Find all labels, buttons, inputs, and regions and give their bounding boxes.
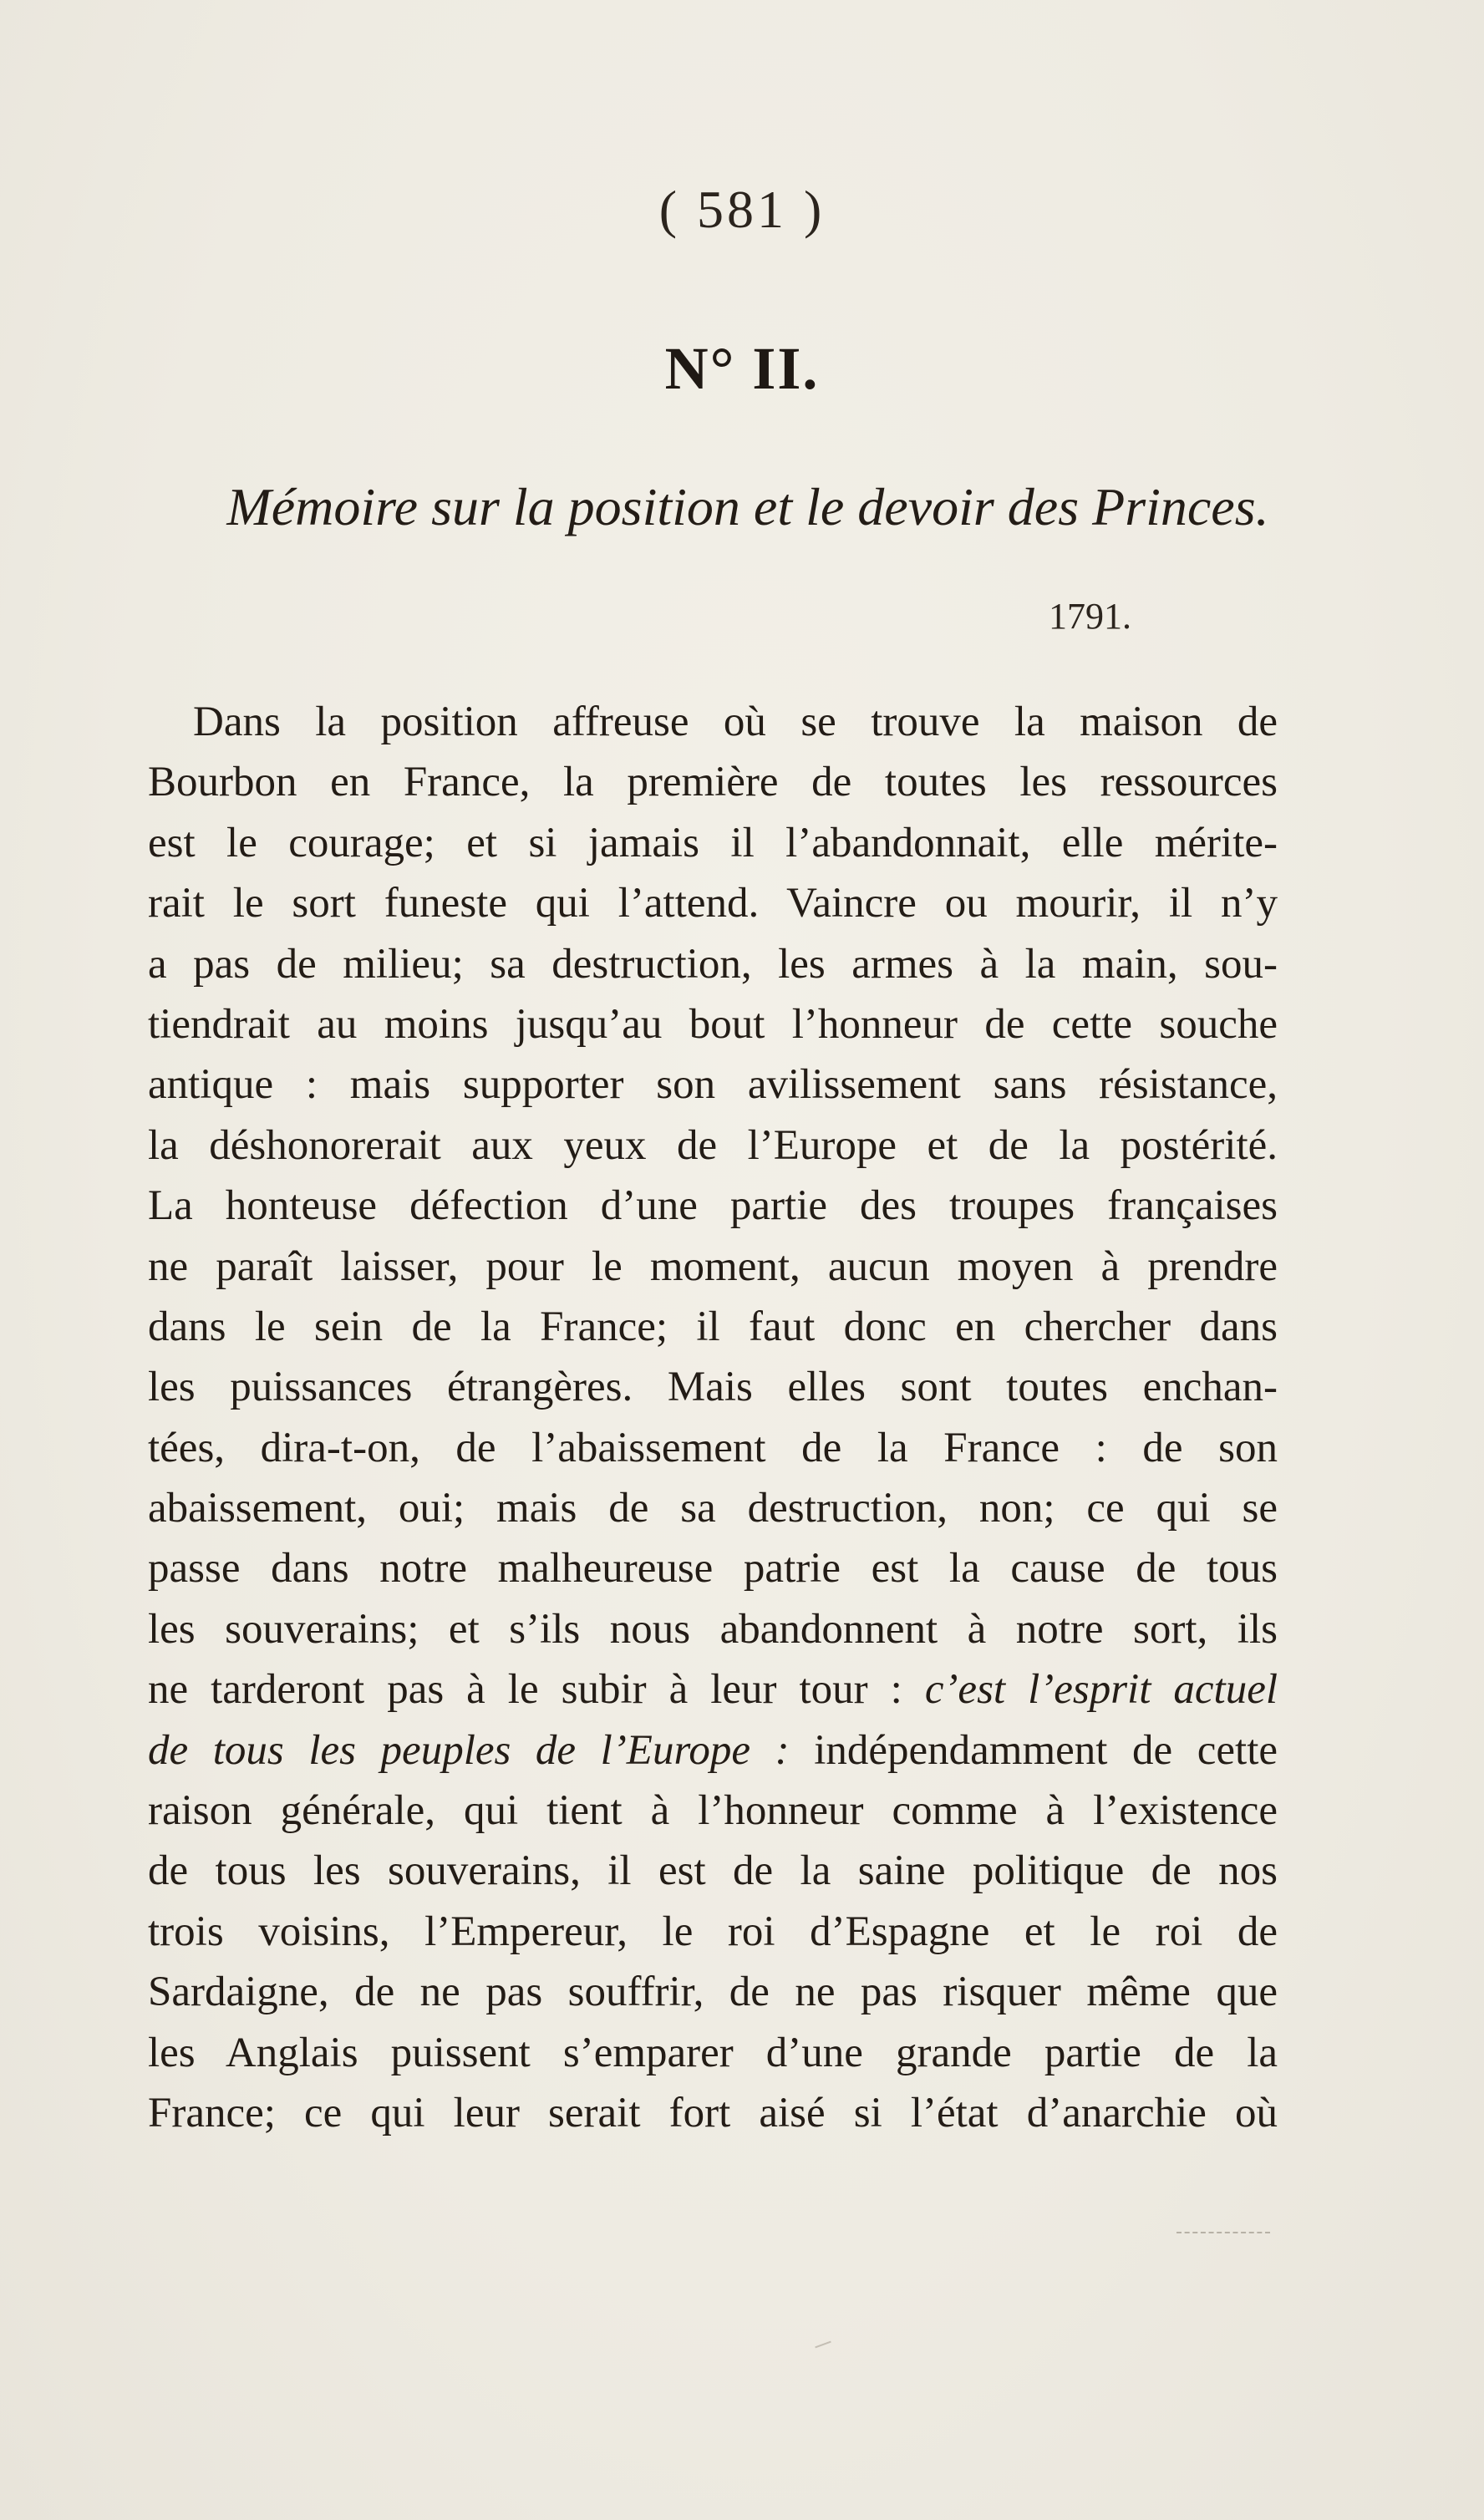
body-line: ne paraît laisser, pour le moment, aucun moyen à prendre — [148, 1242, 1278, 1290]
body-line-mixed — [148, 1659, 1278, 1720]
memoir-date: 1791. — [1049, 596, 1131, 637]
body-line: a pas de milieu; sa destruction, les armes à la main, sou- — [148, 940, 1278, 988]
body-line: de tous les souverains, il est de la saine politique de nos — [148, 1847, 1278, 1895]
footer-dash-mark — [1177, 2232, 1270, 2233]
body-line-roman: indépendamment de cette — [814, 1726, 1278, 1774]
body-line: tiendrait au moins jusqu’au bout l’honneur de cette souche — [148, 1000, 1278, 1048]
footer-tick-mark — [815, 2341, 831, 2349]
body-line-roman: ne tarderont pas à le subir à leur tour : — [148, 1666, 902, 1714]
body-line-italic: de tous les peuples de l’Europe : — [148, 1726, 790, 1774]
body-line: abaissement, oui; mais de sa destruction, non; ce qui se — [148, 1485, 1278, 1532]
body-line: les Anglais puissent s’emparer d’une grande partie de la — [148, 2029, 1278, 2076]
body-line: France; ce qui leur serait fort aisé si l’état d’anarchie où — [148, 2089, 1278, 2136]
body-line: La honteuse défection d’une partie des troupes françaises — [148, 1182, 1278, 1230]
body-text — [148, 692, 1278, 2143]
body-line: Sardaigne, de ne pas souffrir, de ne pas risquer même que — [148, 1969, 1278, 2016]
body-line: Dans la position affreuse où se trouve la maison de — [193, 699, 1278, 745]
body-line: la déshonorerait aux yeux de l’Europe et de la postérité. — [148, 1121, 1278, 1169]
body-line: dans le sein de la France; il faut donc en chercher dans — [148, 1303, 1278, 1350]
body-line-italic: c’est l’esprit actuel — [924, 1666, 1278, 1714]
body-line: rait le sort funeste qui l’attend. Vaincre ou mourir, il n’y — [148, 880, 1278, 927]
body-line: antique : mais supporter son avilissement sans résistance, — [148, 1061, 1278, 1109]
body-line: passe dans notre malheureuse patrie est la cause de tous — [148, 1545, 1278, 1593]
body-line: est le courage; et si jamais il l’abandonnait, elle mérite- — [148, 819, 1278, 866]
body-line: Bourbon en France, la première de toutes les ressources — [148, 759, 1278, 806]
document-number-heading: N° II. — [664, 335, 820, 402]
body-line: raison générale, qui tient à l’honneur comme à l’existence — [148, 1787, 1278, 1835]
body-line: les souverains; et s’ils nous abandonnent à notre sort, ils — [148, 1605, 1278, 1653]
body-line-mixed — [148, 1720, 1278, 1781]
memoir-title: Mémoire sur la position et le devoir des Princes. — [226, 477, 1269, 536]
body-line: tées, dira-t-on, de l’abaissement de la France : de son — [148, 1424, 1278, 1471]
body-line: trois voisins, l’Empereur, le roi d’Espagne et le roi de — [148, 1908, 1278, 1955]
page-number: ( 581 ) — [658, 180, 826, 239]
body-line: les puissances étrangères. Mais elles sont toutes enchan- — [148, 1364, 1278, 1411]
